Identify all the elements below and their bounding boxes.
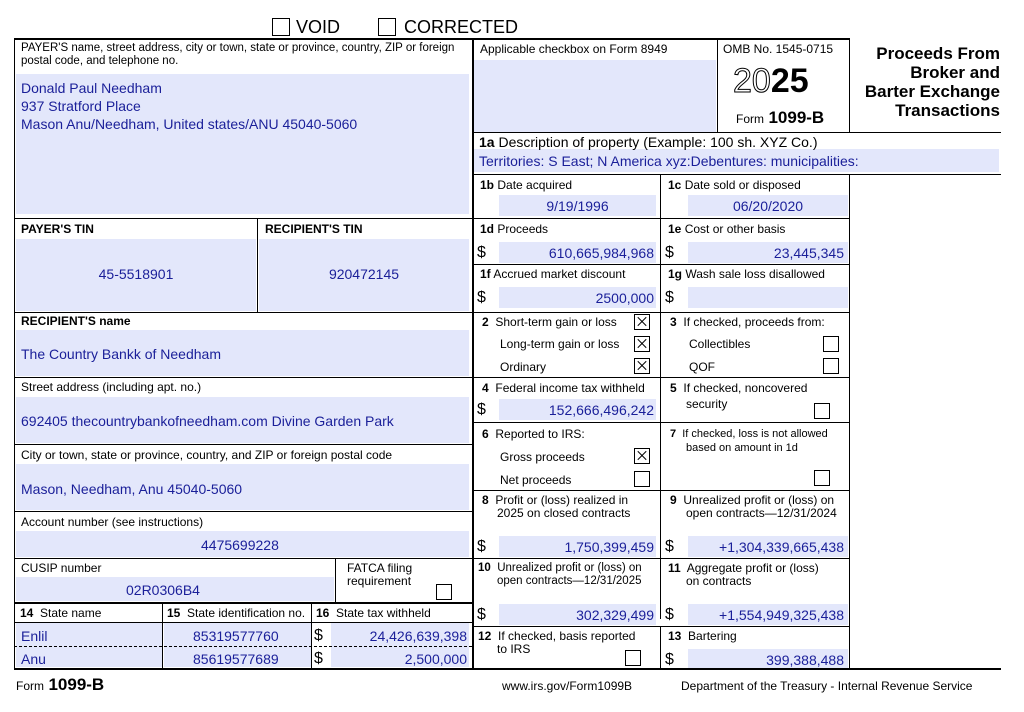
box7-text-1: If checked, loss is not allowed [682,428,828,440]
box11-text-1: Aggregate profit or (loss) [686,561,819,575]
footer-form-word: Form [16,679,44,693]
box4-label [482,382,645,395]
box13-text: Bartering [688,629,737,643]
form-title-line1: Proceeds From [876,44,1000,63]
box11-num: 11 [668,561,681,575]
box5-checkbox[interactable] [814,403,830,419]
box1c-text: Date sold or disposed [684,178,801,192]
state-row-2-dollar: $ [314,650,323,667]
payer-label: PAYER'S name, street address, city or town, state or province, country, ZIP or foreign postal code, and telephone no. [21,42,455,67]
box1e-num: 1e [668,222,682,236]
line-1a-top [472,132,1001,133]
recipient-tin-label: RECIPIENT'S TIN [265,222,363,236]
box6-label [482,428,585,441]
fatca-checkbox[interactable] [436,584,452,600]
recipient-street: 692405 thecountrybankofneedham.com Divine Garden Park [21,413,394,429]
box1e-value: 23,445,345 [773,245,844,261]
line-1f-top [472,264,850,265]
state-row-1-dollar: $ [314,627,323,644]
payer-tin-label: PAYER'S TIN [21,222,94,236]
box11-value: +1,554,949,325,438 [719,607,844,623]
state-tax-header [316,607,431,620]
box12-num: 12 [478,629,492,643]
box12-label-2: to IRS [497,642,531,656]
box3-num: 3 [670,315,677,329]
state-row-separator [14,646,472,647]
footer-form-id [16,675,104,695]
box4-num: 4 [482,381,489,395]
form-title [852,44,1000,120]
box12-divider [660,626,661,669]
box1a-text: Description of property (Example: 100 sh. XYZ Co.) [498,134,818,150]
line-street-top [14,377,472,378]
box2-ordinary-label: Ordinary [500,360,547,374]
payer-street: 937 Stratford Place [21,98,141,114]
tax-year-suffix: 25 [770,62,809,100]
line-city-top [14,444,472,445]
box1g-dollar: $ [665,289,674,306]
box1b-num: 1b [480,178,495,192]
box1d-value: 610,665,984,968 [548,245,654,261]
state-name-header [20,607,101,620]
box1d-text: Proceeds [497,222,549,236]
box13-dollar: $ [665,651,674,668]
box4-text: Federal income tax withheld [495,381,645,395]
box1g-num: 1g [668,267,683,281]
state-row-2-name: Anu [21,651,46,667]
box3-collectibles-checkbox[interactable] [823,336,839,352]
box2-num: 2 [482,315,489,329]
box10-value: 302,329,499 [576,607,654,623]
checkbox8949-fill[interactable] [474,60,716,132]
box9-value: +1,304,339,665,438 [719,539,844,555]
title-divider [849,38,850,132]
omb-form-name: 1099-B [768,108,825,127]
box1d-label [480,223,548,236]
box11-label-2: on contracts [686,574,752,588]
omb-divider [717,38,718,132]
box2-long-label: Long-term gain or loss [500,337,620,351]
box1c-label [668,179,801,192]
form-left-border [14,38,15,669]
box1e-label [668,223,785,236]
box1a-num: 1a [479,134,495,150]
void-checkbox[interactable] [272,18,290,36]
box12-checkbox[interactable] [625,650,641,666]
box6-net-checkbox[interactable] [634,471,650,487]
right-col-divider [660,174,661,619]
recipient-name-label: RECIPIENT'S name [21,314,131,328]
box13-value: 399,388,488 [766,652,844,668]
state-tax-text: State tax withheld [336,606,431,620]
cusip-label: CUSIP number [21,561,102,575]
line-tin-top [14,218,850,219]
omb-number: OMB No. 1545-0715 [723,42,834,56]
box7-label-1 [670,428,828,441]
box2-short-checkbox[interactable] [634,314,650,330]
box3-label [670,316,825,329]
line-cusip-top [14,558,472,559]
form-title-line3: Barter Exchange [864,82,1000,101]
state-col-div-1 [162,602,163,669]
line-account-top [14,511,472,512]
state-row-1-id: 85319577760 [193,628,279,644]
fatca-label-1: FATCA filing [347,561,413,575]
box1b-label [480,179,572,192]
state-col-div-2 [311,602,312,669]
footer-url[interactable]: www.irs.gov/Form1099B [502,679,633,693]
fatca-divider [335,558,336,602]
box1f-value: 2500,000 [595,290,654,306]
box1g-label [668,268,825,281]
box9-label-2: open contracts—12/31/2024 [686,506,837,520]
recipient-city-label: City or town, state or province, country, and ZIP or foreign postal code [21,448,393,462]
line-state-header [14,622,472,623]
box9-text-1: Unrealized profit or (loss) on [683,493,835,507]
box12-text-1: If checked, basis reported [498,629,636,643]
box1c-num: 1c [668,178,682,192]
box1g-fill[interactable] [688,287,848,308]
payer-city: Mason Anu/Needham, United states/ANU 45040-5060 [21,116,358,132]
payer-name: Donald Paul Needham [21,80,162,96]
box1e-text: Cost or other basis [684,222,786,236]
corrected-checkbox[interactable] [378,18,396,36]
state-tax-num: 16 [316,606,330,620]
box1f-text: Accrued market discount [493,267,626,281]
box1f-dollar: $ [477,289,486,306]
checkbox8949-label: Applicable checkbox on Form 8949 [480,42,668,56]
recipient-tin-value: 920472145 [328,266,400,282]
box2-ordinary-checkbox[interactable] [634,358,650,374]
account-value: 4475699228 [201,537,279,553]
box6-text: Reported to IRS: [495,427,585,441]
box10-dollar: $ [477,606,486,623]
state-name-text: State name [40,606,102,620]
box1e-dollar: $ [665,244,674,261]
box1b-text: Date acquired [497,178,573,192]
box8-value: 1,750,399,459 [564,539,654,555]
box4-dollar: $ [477,401,486,418]
account-label: Account number (see instructions) [21,515,204,529]
recipient-city: Mason, Needham, Anu 45040-5060 [21,481,243,497]
state-row-1-name: Enlil [21,628,48,644]
box3-text: If checked, proceeds from: [683,315,825,329]
box10-text-1: Unrealized profit or (loss) on [497,562,642,574]
void-label: VOID [296,17,341,37]
corrected-label: CORRECTED [404,17,519,37]
box1a-label [479,134,818,150]
omb-form-id [736,108,824,128]
box11-dollar: $ [665,606,674,623]
line-1b-top [472,174,1001,175]
box10-label-1 [478,562,642,575]
box6-net-label: Net proceeds [500,473,572,487]
box3-collectibles-label: Collectibles [689,337,751,351]
line-box8-top [472,490,850,491]
cusip-value: 02R0306B4 [126,582,200,598]
box2-long-checkbox[interactable] [634,336,650,352]
line-recipient-top [14,312,850,313]
state-id-header [167,607,305,620]
box10-label-2: open contracts—12/31/2025 [497,575,642,587]
box13-label [668,630,737,643]
box5-label-2: security [686,397,728,411]
form-title-line2: Broker and [910,63,1000,82]
box7-num: 7 [670,428,677,440]
state-row-2-tax: 2,500,000 [404,651,467,667]
box6-gross-checkbox[interactable] [634,448,650,464]
box7-checkbox[interactable] [814,470,830,486]
box1d-num: 1d [480,222,495,236]
recipient-street-label: Street address (including apt. no.) [21,380,202,394]
box1g-text: Wash sale loss disallowed [685,267,825,281]
form-title-line4: Transactions [895,101,1000,120]
box2-short-label [482,316,617,329]
box1d-dollar: $ [477,244,486,261]
box1a-value: Territories: S East; N America xyz:Debentures: municipalities: [479,153,859,169]
omb-form-word: Form [736,112,764,126]
box6-num: 6 [482,427,489,441]
box1c-value: 06/20/2020 [732,198,804,214]
box8-text-1: Profit or (loss) realized in [495,493,629,507]
state-name-num: 14 [20,606,34,620]
box7-label-2: based on amount in 1d [686,442,798,454]
box8-num: 8 [482,493,489,507]
footer-department: Department of the Treasury - Internal Revenue Service [681,679,973,693]
form-top-border [14,38,850,40]
state-id-text: State identification no. [187,606,306,620]
tax-year [733,63,809,99]
box9-num: 9 [670,493,677,507]
line-box4-top [472,377,850,378]
box2-short-text: Short-term gain or loss [495,315,617,329]
payer-tin-value: 45-5518901 [98,266,174,282]
box1b-value: 9/19/1996 [546,198,609,214]
box1f-label [480,268,625,281]
box1f-num: 1f [480,267,491,281]
box9-dollar: $ [665,538,674,555]
fatca-label-2: requirement [347,574,412,588]
box13-num: 13 [668,629,682,643]
state-row-2-id: 85619577689 [193,651,279,667]
box10-num: 10 [478,562,491,574]
tin-divider [257,218,258,313]
state-row-1-tax: 24,426,639,398 [369,628,467,644]
footer-form-name: 1099-B [48,675,105,694]
line-box10-top [472,558,850,559]
box5-label-1 [670,382,807,395]
line-state-top [14,602,472,604]
box3-qof-checkbox[interactable] [823,358,839,374]
tax-year-prefix: 20 [733,62,771,100]
line-box6-top [472,422,850,423]
line-box12-top [472,626,850,627]
box8-dollar: $ [477,538,486,555]
box6-gross-label: Gross proceeds [500,450,585,464]
box5-num: 5 [670,381,677,395]
recipient-name: The Country Bankk of Needham [21,346,221,362]
state-id-num: 15 [167,606,181,620]
box3-qof-label: QOF [689,360,715,374]
box5-text-1: If checked, noncovered [683,381,808,395]
box4-value: 152,666,496,242 [548,402,654,418]
box8-label-2: 2025 on closed contracts [497,506,631,520]
